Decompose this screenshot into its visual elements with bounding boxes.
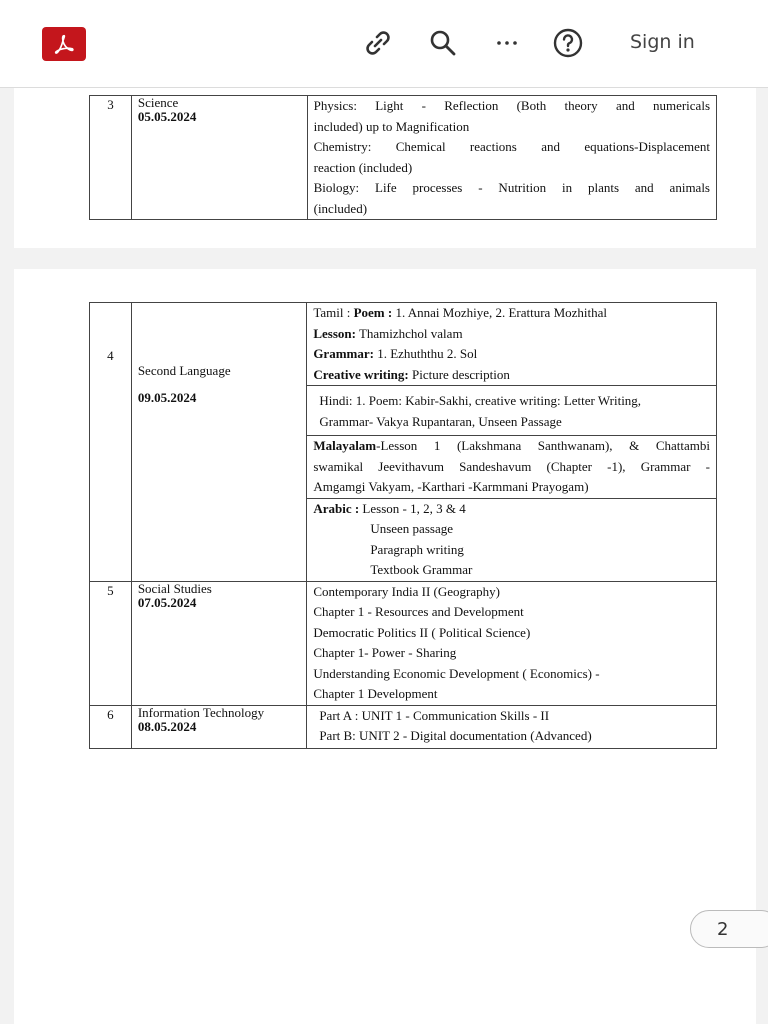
topic-text: 1. Ezhuththu 2. Sol [373, 346, 478, 361]
subject-name: Second Language [137, 363, 231, 378]
topic-line [313, 344, 710, 365]
pdf-page-1 [14, 88, 756, 248]
syllabus-table [89, 302, 717, 749]
topic-text: 1. Annai Mozhiye, 2. Erattura Mozhithal [392, 305, 608, 320]
topic-line: Chemistry: Chemical reactions and equations-Displacement [313, 139, 710, 154]
topic-label: Malayalam [313, 438, 377, 453]
topic-line: Contemporary India II (Geography) [313, 583, 500, 599]
help-icon[interactable] [551, 26, 585, 60]
row-number [90, 303, 132, 582]
topic-line: Part A : UNIT 1 - Communication Skills - II [319, 707, 550, 723]
topic-text: Picture description [408, 366, 510, 382]
topic-line: Paragraph writing [370, 541, 464, 557]
topic-label: Arabic : [313, 500, 360, 516]
topics-cell [307, 96, 716, 220]
topic-text: Tamil : [313, 305, 354, 320]
row-number: 5 [90, 581, 132, 705]
subject-name: Social Studies [137, 580, 212, 596]
topic-line: Democratic Politics II ( Political Science) [313, 624, 531, 640]
more-icon[interactable] [490, 26, 524, 60]
topic-line: Physics: Light - Reflection (Both theory and numericals [313, 98, 710, 113]
topic-text: -Lesson 1 (Lakshmana Santhwanam), & Chattambi [376, 438, 710, 453]
topic-label: Grammar: [313, 346, 374, 361]
topic-line: Textbook Grammar [370, 562, 473, 577]
topic-text: Lesson - 1, 2, 3 & 4 [359, 500, 466, 516]
topics-cell [307, 581, 717, 705]
subject-name: Science [137, 95, 179, 110]
topic-line: included) up to Magnification [313, 118, 470, 134]
topic-line: Grammar- Vakya Rupantaran, Unseen Passage [319, 413, 562, 429]
exam-date: 05.05.2024 [137, 109, 197, 124]
topics-cell-tamil [307, 303, 717, 386]
topic-line: Amgamgi Vakyam, -Karthari -Karmmani Prayogam) [313, 479, 589, 494]
topic-line: Part B: UNIT 2 - Digital documentation (Advanced) [319, 728, 592, 743]
topics-cell-malayalam [307, 436, 717, 499]
page-number-indicator[interactable]: 2 [690, 910, 768, 948]
topic-line: Unseen passage [370, 521, 453, 536]
exam-date: 07.05.2024 [137, 594, 197, 610]
row-number: 6 [90, 705, 132, 748]
subject-cell [131, 581, 306, 705]
topic-label: Lesson: [313, 325, 356, 341]
topic-line [313, 303, 710, 324]
link-icon[interactable] [361, 26, 395, 60]
row-number-text: 4 [107, 348, 114, 363]
topic-line: Chapter 1- Power - Sharing [313, 645, 457, 660]
topics-cell [307, 705, 717, 748]
syllabus-table [89, 95, 717, 220]
table-row [90, 303, 717, 386]
pdf-logo-icon[interactable] [42, 27, 86, 61]
topic-line [313, 499, 710, 520]
top-toolbar [0, 0, 768, 88]
row-number: 3 [90, 96, 132, 220]
topic-line [313, 365, 710, 386]
subject-cell [131, 96, 307, 220]
topic-label: Poem : [353, 305, 393, 320]
pdf-page-2 [14, 269, 756, 1024]
topic-line: Hindi: 1. Poem: Kabir-Sakhi, creative writing: Letter Writing, [319, 393, 642, 408]
topic-line: reaction (included) [313, 159, 413, 175]
topic-line: swamikal Jeevithavum Sandeshavum (Chapter -1), Grammar - [313, 458, 710, 474]
table-row [90, 705, 717, 748]
topic-text: Thamizhchol valam [355, 325, 463, 341]
subject-cell [131, 303, 306, 582]
subject-cell [131, 705, 306, 748]
topics-cell-arabic [307, 498, 717, 581]
topic-line [313, 436, 710, 457]
sign-in-button[interactable]: Sign in [630, 31, 695, 53]
topic-line: Understanding Economic Development ( Economics) - [313, 665, 600, 681]
table-row [90, 96, 717, 220]
subject-name: Information Technology [137, 704, 265, 720]
table-row [90, 581, 717, 705]
exam-date: 09.05.2024 [137, 390, 197, 405]
topic-line: Chapter 1 - Resources and Development [313, 604, 524, 619]
exam-date: 08.05.2024 [137, 718, 197, 734]
topic-line: (included) [313, 200, 368, 216]
topics-cell-hindi [307, 386, 717, 436]
topic-line: Chapter 1 Development [313, 686, 438, 701]
topic-line [313, 324, 710, 345]
search-icon[interactable] [426, 26, 460, 60]
topic-label: Creative writing: [313, 366, 409, 382]
topic-line: Biology: Life processes - Nutrition in plants and animals [313, 180, 710, 195]
